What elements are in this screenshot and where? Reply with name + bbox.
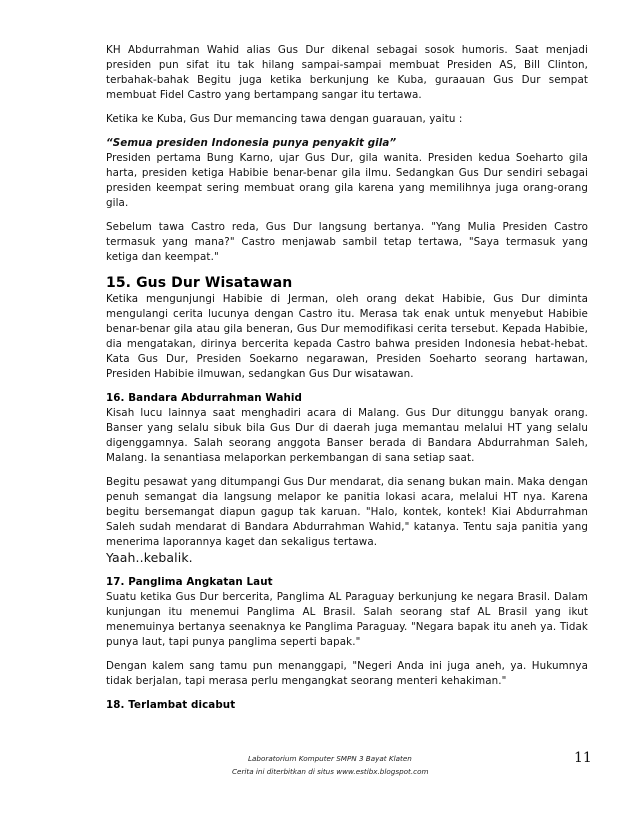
footer-line-2: Cerita ini diterbitkan di situs www.estibx.blogspot.com (232, 767, 429, 776)
heading-15: 15. Gus Dur Wisatawan (106, 275, 293, 291)
paragraph-paraguay: Suatu ketika Gus Dur bercerita, Panglima AL Paraguay berkunjung ke negara Brasil. Dalam kunjungan itu menemui Panglima AL Brasil. Salah seorang staf AL Brasil yang ikut menemuinya bertanya seenaknya ke Panglima Paraguay. "Negara bapak itu aneh ya. Tidak punya laut, tapi punya panglima seperti bapak." (106, 591, 588, 648)
paragraph-presidents: Presiden pertama Bung Karno, ujar Gus Dur, gila wanita. Presiden kedua Soeharto gila harta, presiden ketiga Habibie benar-benar gila ilmu. Sedangkan Gus Dur sendiri sebagai presiden keempat sering membuat orang gila karena yang memilihnya juga orang-orang gila. (106, 152, 588, 209)
paragraph-malang: Kisah lucu lainnya saat menghadiri acara di Malang. Gus Dur ditunggu banyak orang. Banser yang selalu sibuk bila Gus Dur di daerah juga memantau melalui HT yang selalu digenggamnya. Salah seorang anggota Banser berada di Bandara Abdurrahman Saleh, Malang. Ia senantiasa melaporkan perkembangan di sana setiap saat. (106, 407, 588, 464)
heading-16: 16. Bandara Abdurrahman Wahid (106, 392, 303, 404)
paragraph-intro: KH Abdurrahman Wahid alias Gus Dur dikenal sebagai sosok humoris. Saat menjadi presiden pun sifat itu tak hilang sampai-sampai membuat Presiden AS, Bill Clinton, terbahak-bahak Begitu juga ketika berkunjung ke Kuba, guraauan Gus Dur sempat membuat Fidel Castro yang bertampang sangar itu tertawa. (106, 44, 588, 101)
paragraph-kuba: Ketika ke Kuba, Gus Dur memancing tawa dengan guarauan, yaitu : (106, 113, 463, 125)
page-body (106, 43, 588, 713)
quote-title: “Semua presiden Indonesia punya penyakit gila” (106, 137, 397, 149)
footer-line-1: Laboratorium Komputer SMPN 3 Bayat Klaten (248, 754, 412, 763)
paragraph-pesawat: Begitu pesawat yang ditumpangi Gus Dur mendarat, dia senang bukan main. Maka dengan penuh semangat dia langsung melapor ke panitia lokasi acara, melalui HT nya. Karena begitu bersemangat diapun gagup tak karuan. "Halo, kontek, kontek! Kiai Abdurrahman Saleh sudah mendarat di Bandara Abdurrahman Wahid," katanya. Tentu saja panitia yang menerima laporannya kaget dan sekaligus tertawa. (106, 476, 588, 548)
paragraph-wisatawan: Ketika mengunjungi Habibie di Jerman, oleh orang dekat Habibie, Gus Dur diminta mengulangi cerita lucunya dengan Castro itu. Merasa tak enak untuk menyebut Habibie benar-benar gila atau gila beneran, Gus Dur memodifikasi cerita tersebut. Kepada Habibie, dia mengatakan, dirinya bercerita kepada Castro bahwa presiden Indonesia hebat-hebat. Kata Gus Dur, Presiden Soekarno negarawan, Presiden Soeharto seorang hartawan, Presiden Habibie ilmuwan, sedangkan Gus Dur wisatawan. (106, 293, 588, 380)
page-number: 11 (574, 750, 592, 766)
heading-17: 17. Panglima Angkatan Laut (106, 576, 273, 588)
paragraph-yaah: Yaah..kebalik. (106, 550, 193, 565)
paragraph-castro: Sebelum tawa Castro reda, Gus Dur langsung bertanya. "Yang Mulia Presiden Castro termasuk yang mana?" Castro menjawab sambil tetap tertawa, "Saya termasuk yang ketiga dan keempat." (106, 221, 588, 263)
paragraph-kalem: Dengan kalem sang tamu pun menanggapi, "Negeri Anda ini juga aneh, ya. Hukumnya tidak berjalan, tapi merasa perlu mengangkat seorang menteri kehakiman." (106, 660, 588, 687)
heading-18: 18. Terlambat dicabut (106, 699, 236, 711)
